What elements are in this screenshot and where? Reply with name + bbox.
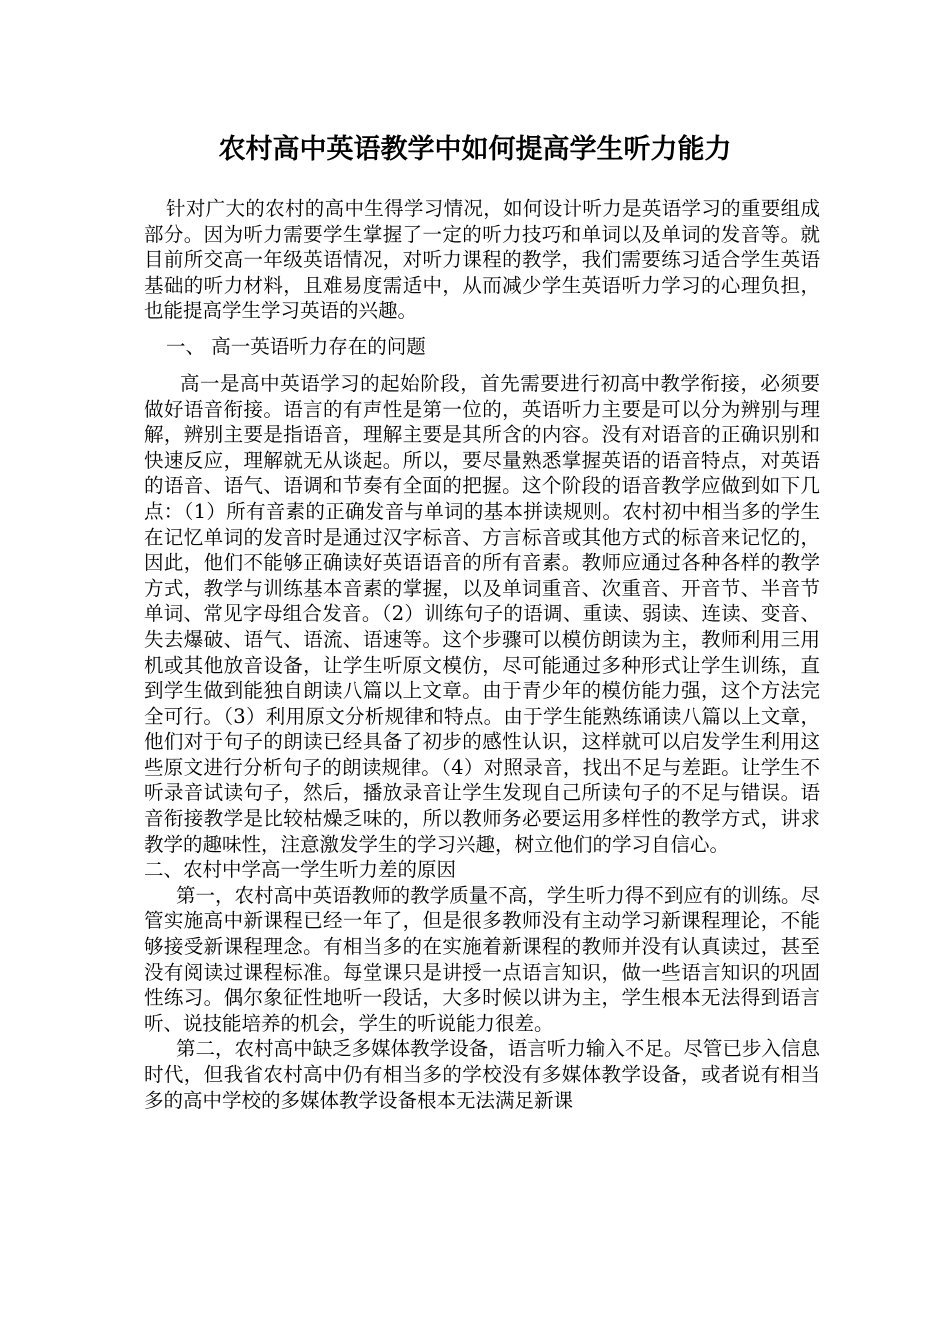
section2-heading: 二、农村中学高一学生听力差的原因 xyxy=(144,858,457,882)
section1-paragraph: 高一是高中英语学习的起始阶段，首先需要进行初高中教学衔接，必须要做好语音衔接。语言的有声性是第一位的，英语听力主要是可以分为辨别与理解，辨别主要是指语音，理解主要是其所含的内容。没有对语音的正确识别和快速反应，理解就无从谈起。所以，要尽量熟悉掌握英语的语音特点，对英语的语音、语气、语调和节奏有全面的把握。这个阶段的语音教学应做到如下几点：（1）所有音素的正确发音与单词的基本拼读规则。农村初中相当多的学生在记忆单词的发音时是通过汉字标音、方言标音或其他方式的标音来记忆的，因此，他们不能够正确读好英语语音的所有音素。教师应通过各种各样的教学方式，教学与训练基本音素的掌握，以及单词重音、次重音、开音节、半音节单词、常见字母组合发音。（2）训练句子的语调、重读、弱读、连读、变音、失去爆破、语气、语流、语速等。这个步骤可以模仿朗读为主，教师利用三用机或其他放音设备，让学生听原文模仿，尽可能通过多种形式让学生训练，直到学生做到能独自朗读八篇以上文章。由于青少年的模仿能力强，这个方法完全可行。（3）利用原文分析规律和特点。由于学生能熟练诵读八篇以上文章，他们对于句子的朗读已经具备了初步的感性认识，这样就可以启发学生利用这些原文进行分析句子的朗读规律。（4）对照录音，找出不足与差距。让学生不听录音试读句子，然后，播放录音让学生发现自己所读句子的不足与错误。语音衔接教学是比较枯燥乏味的，所以教师务必要运用多样性的教学方式，讲求教学的趣味性，注意激发学生的学习兴趣，树立他们的学习自信心。 xyxy=(144,371,820,856)
document-body xyxy=(144,196,820,1113)
document-title: 农村高中英语教学中如何提高学生听力能力 xyxy=(218,134,732,165)
section2-paragraph-2: 第二，农村高中缺乏多媒体教学设备，语言听力输入不足。尽管已步入信息时代，但我省农村高中仍有相当多的学校没有多媒体教学设备，或者说有相当多的高中学校的多媒体教学设备根本无法满足新课 xyxy=(144,1037,820,1112)
intro-paragraph: 针对广大的农村的高中生得学习情况，如何设计听力是英语学习的重要组成部分。因为听力需要学生掌握了一定的听力技巧和单词以及单词的发音等。就目前所交高一年级英语情况，对听力课程的教学，我们需要练习适合学生英语基础的听力材料，且难易度需适中，从而减少学生英语听力学习的心理负担，也能提高学生学习英语的兴趣。 xyxy=(144,197,820,323)
section1-heading: 一、 高一英语听力存在的问题 xyxy=(166,334,426,358)
section2-paragraph-1: 第一，农村高中英语教师的教学质量不高，学生听力得不到应有的训练。尽管实施高中新课程已经一年了，但是很多教师没有主动学习新课程理论，不能够接受新课程理念。有相当多的在实施着新课程的教师并没有认真读过，甚至没有阅读过课程标准。每堂课只是讲授一点语言知识，做一些语言知识的巩固性练习。偶尔象征性地听一段话，大多时候以讲为主，学生根本无法得到语言听、说技能培养的机会，学生的听说能力很差。 xyxy=(144,883,820,1035)
